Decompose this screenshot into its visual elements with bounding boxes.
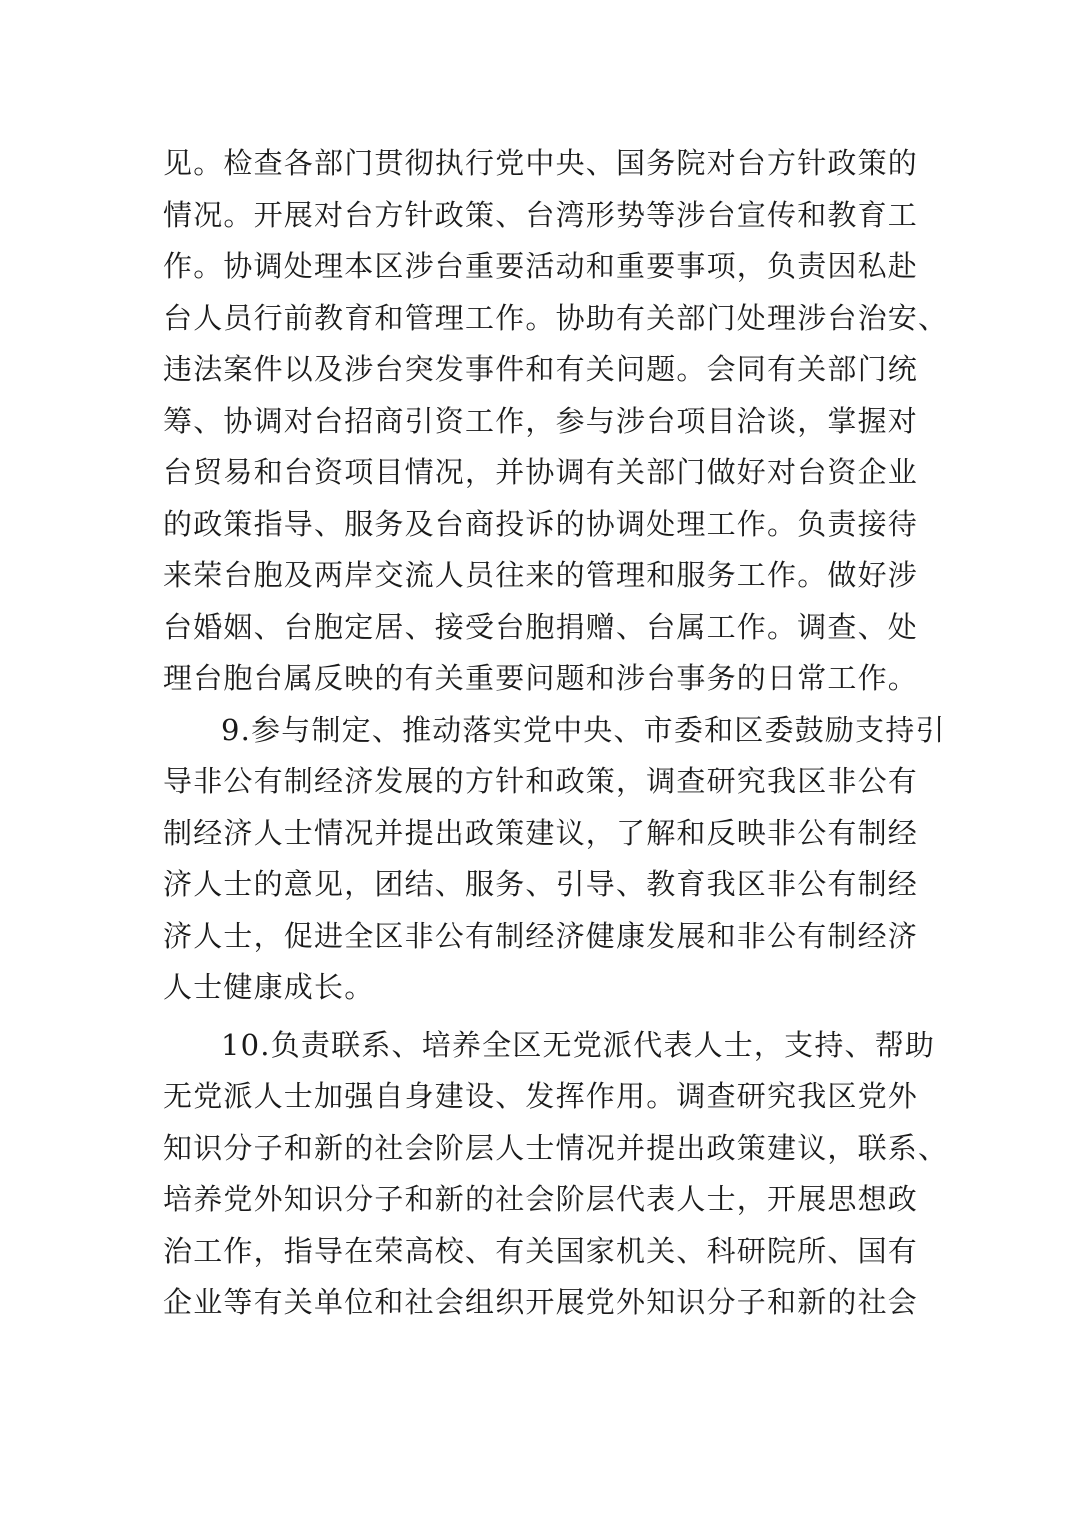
text-line: 知识分子和新的社会阶层人士情况并提出政策建议，联系、 <box>163 1130 949 1165</box>
text-line: 筹、协调对台招商引资工作，参与涉台项目洽谈，掌握对 <box>163 403 919 438</box>
text-line: 无党派人士加强自身建设、发挥作用。调查研究我区党外 <box>163 1079 919 1113</box>
text-line: 人士健康成长。 <box>163 970 375 1004</box>
text-line: 来荣台胞及两岸交流人员往来的管理和服务工作。做好涉 <box>163 558 919 592</box>
text-line: 企业等有关单位和社会组织开展党外知识分子和新的社会 <box>163 1285 919 1319</box>
text-line: 情况。开展对台方针政策、台湾形势等涉台宣传和教育工 <box>163 197 919 232</box>
text-line: 台贸易和台资项目情况，并协调有关部门做好对台资企业 <box>163 455 919 489</box>
text-line: 作。协调处理本区涉台重要活动和重要事项，负责因私赴 <box>163 249 919 283</box>
document-body <box>163 138 949 1329</box>
paragraph-item-9 <box>163 705 946 1014</box>
paragraph-taiwan-affairs <box>163 138 949 705</box>
text-line: 治工作，指导在荣高校、有关国家机关、科研院所、国有 <box>163 1233 919 1268</box>
text-line: 台婚姻、台胞定居、接受台胞捐赠、台属工作。调查、处 <box>163 609 919 644</box>
text-line: 培养党外知识分子和新的社会阶层代表人士，开展思想政 <box>163 1182 919 1216</box>
text-line: 9.参与制定、推动落实党中央、市委和区委鼓励支持引 <box>221 712 946 747</box>
text-line: 10.负责联系、培养全区无党派代表人士，支持、帮助 <box>221 1027 936 1062</box>
text-line: 济人士的意见，团结、服务、引导、教育我区非公有制经 <box>163 867 919 901</box>
text-line: 台人员行前教育和管理工作。协助有关部门处理涉台治安、 <box>163 300 949 335</box>
paragraph-item-10 <box>163 1020 949 1329</box>
text-line: 制经济人士情况并提出政策建议，了解和反映非公有制经 <box>163 815 919 850</box>
text-line: 济人士，促进全区非公有制经济健康发展和非公有制经济 <box>163 918 919 953</box>
text-line: 理台胞台属反映的有关重要问题和涉台事务的日常工作。 <box>163 661 919 695</box>
text-line: 导非公有制经济发展的方针和政策，调查研究我区非公有 <box>163 764 919 798</box>
text-line: 的政策指导、服务及台商投诉的协调处理工作。负责接待 <box>163 506 919 541</box>
text-line: 见。检查各部门贯彻执行党中央、国务院对台方针政策的 <box>163 146 919 180</box>
text-line: 违法案件以及涉台突发事件和有关问题。会同有关部门统 <box>163 352 919 386</box>
